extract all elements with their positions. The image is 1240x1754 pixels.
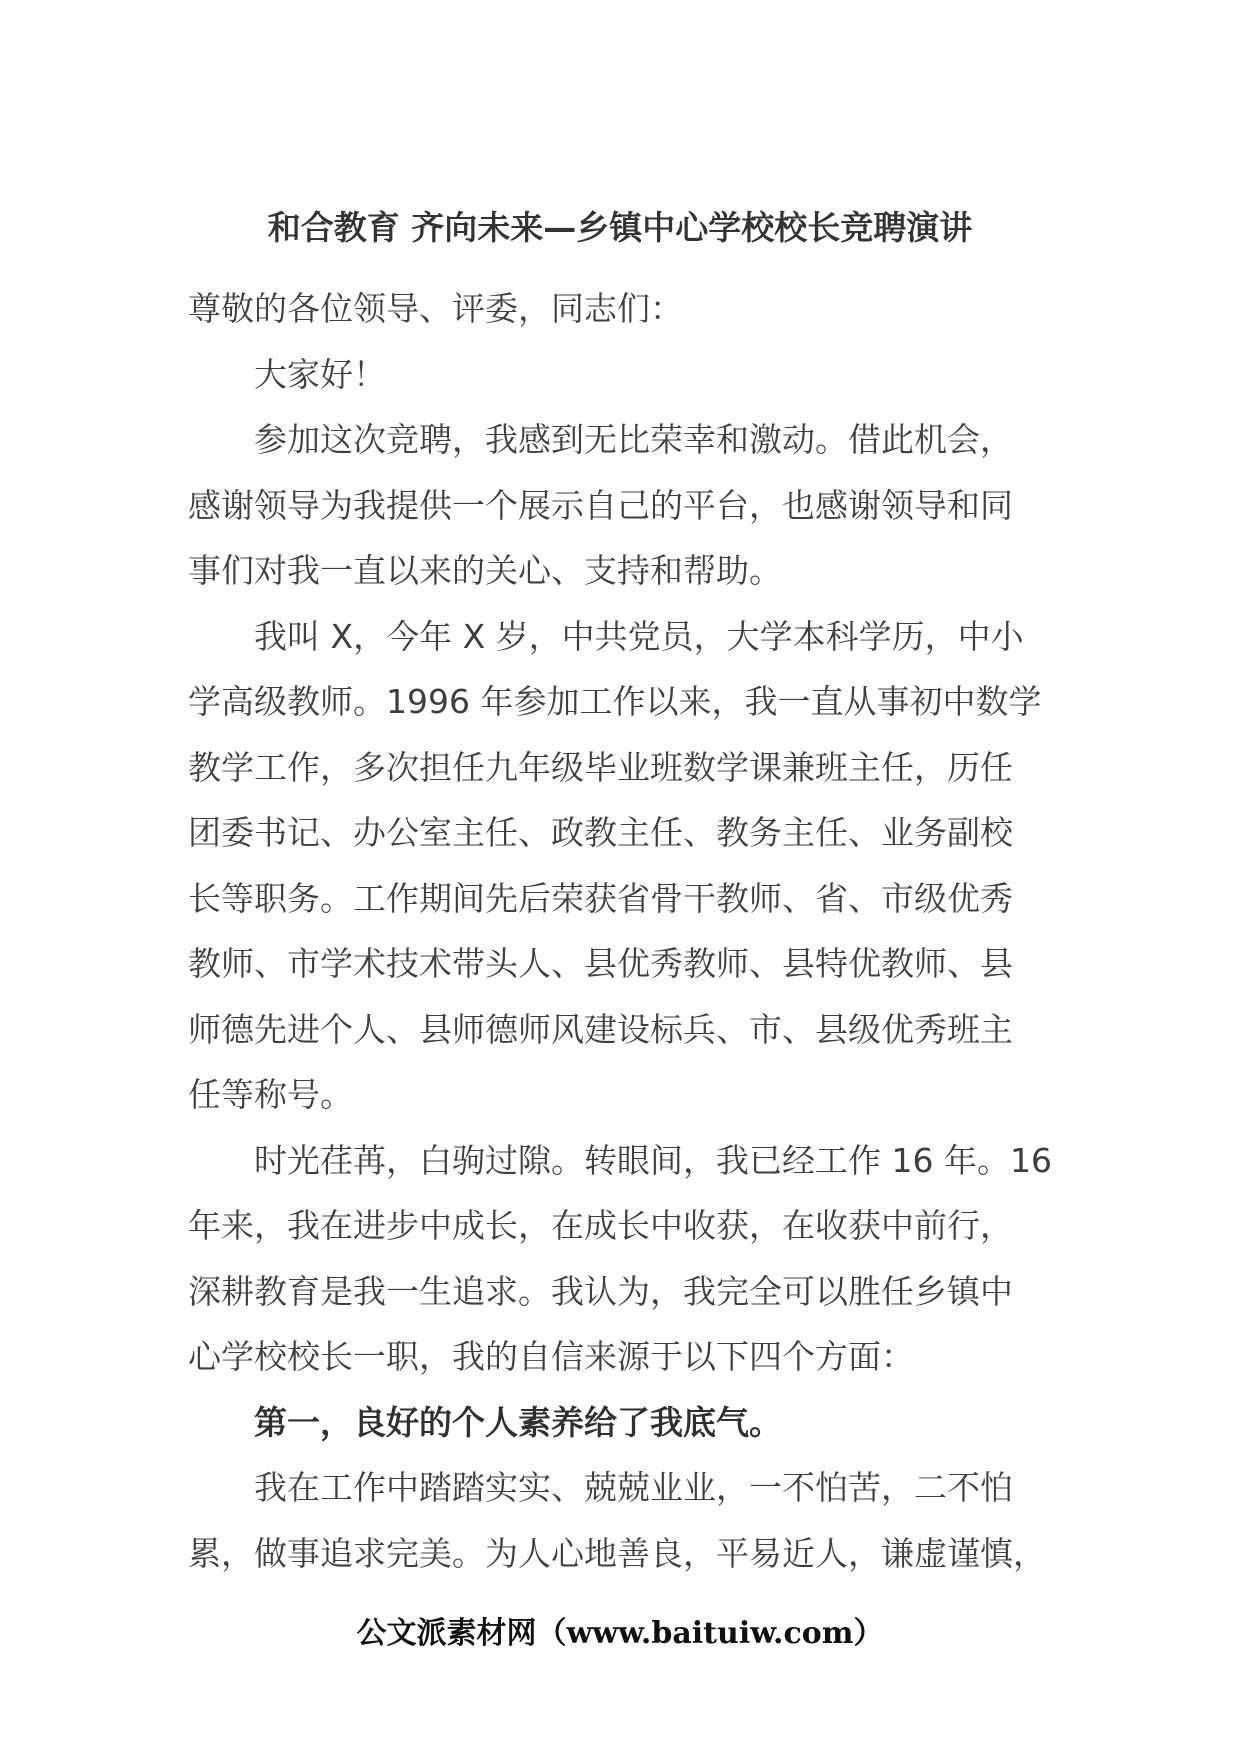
paragraph-line: 心学校校长一职，我的自信来源于以下四个方面： <box>188 1337 914 1376</box>
paragraph-line: 学高级教师。1996 年参加工作以来，我一直从事初中数学 <box>188 682 1042 721</box>
paragraph-line: 我叫 X，今年 X 岁，中共党员，大学本科学历，中小 <box>254 616 1024 656</box>
paragraph-line: 事们对我一直以来的关心、支持和帮助。 <box>188 551 782 590</box>
salutation-line: 尊敬的各位领导、评委，同志们： <box>188 289 683 328</box>
paragraph-line: 教师、市学术技术带头人、县优秀教师、县特优教师、县 <box>188 944 1013 983</box>
paragraph-line: 深耕教育是我一生追求。我认为，我完全可以胜任乡镇中 <box>188 1271 1013 1311</box>
paragraph-line: 团委书记、办公室主任、政教主任、教务主任、业务副校 <box>188 813 1013 852</box>
greeting-line: 大家好！ <box>254 354 386 394</box>
paragraph-line: 感谢领导为我提供一个展示自己的平台，也感谢领导和同 <box>188 485 1013 525</box>
paragraph-line: 参加这次竞聘，我感到无比荣幸和激动。借此机会， <box>254 420 1013 459</box>
paragraph-line: 时光荏苒，白驹过隙。转眼间，我已经工作 16 年。16 <box>254 1140 1052 1180</box>
paragraph-line: 我在工作中踏踏实实、兢兢业业，一不怕苦，二不怕 <box>254 1468 1013 1507</box>
footer-watermark: 公文派素材网（www.baituiw.com） <box>356 1616 884 1651</box>
paragraph-line: 教学工作，多次担任九年级毕业班数学课兼班主任，历任 <box>188 747 1013 787</box>
paragraph-line: 任等称号。 <box>188 1075 353 1114</box>
paragraph-line: 累，做事追求完美。为人心地善良，平易近人，谦虚谨慎， <box>188 1533 1046 1573</box>
paragraph-line: 年来，我在进步中成长，在成长中收获，在收获中前行， <box>188 1206 1013 1245</box>
section-heading: 第一，良好的个人素养给了我底气。 <box>254 1402 782 1442</box>
document-title: 和合教育 齐向未来—乡镇中心学校校长竞聘演讲 <box>267 208 973 247</box>
paragraph-line: 长等职务。工作期间先后荣获省骨干教师、省、市级优秀 <box>188 878 1013 918</box>
document-body <box>188 276 1063 1586</box>
paragraph-line: 师德先进个人、县师德师风建设标兵、市、县级优秀班主 <box>188 1009 1013 1049</box>
